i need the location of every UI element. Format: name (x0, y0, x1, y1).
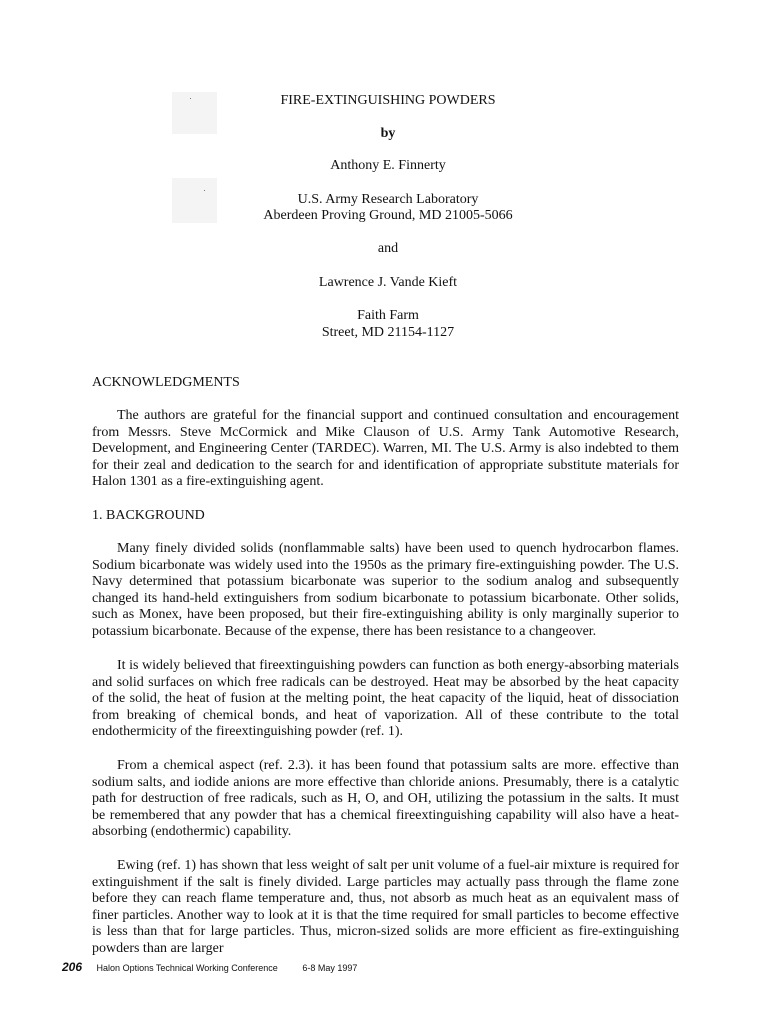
affiliation-1-line-2: Aberdeen Proving Ground, MD 21005-5066 (263, 208, 513, 223)
affiliation-2-line-1: Faith Farm (357, 308, 419, 323)
and-separator: and (377, 241, 399, 256)
acknowledgments-heading: ACKNOWLEDGMENTS (92, 375, 240, 390)
background-paragraph-2: It is widely believed that fireextinguishing powders can function as both energy-absorbing materials and solid surfaces on which free radicals can be destroyed. Heat may be absorbed by the heat capacity of the solid, the heat of fusion at the melting point, the heat capacity of the liquid, heat of dissociation from breaking of chemical bonds, and heat of vaporization. All of these contribute to the total endothermicity of the fireextinguishing powder (ref. 1). (92, 658, 679, 739)
background-paragraph-3: From a chemical aspect (ref. 2.3). it has been found that potassium salts are more. effective than sodium salts, and iodide anions are more effective than chloride anions. Presumably, there is a catalytic path for destruction of free radicals, such as H, O, and OH, utilizing the potassium in the salts. It must be remembered that any powder that has a chemical fireextinguishing capability will also have a heat-absorbing (endothermic) capability. (92, 758, 679, 839)
affiliation-2-line-2: Street, MD 21154-1127 (321, 325, 455, 340)
paper-title: FIRE-EXTINGUISHING POWDERS (280, 93, 496, 108)
background-paragraph-1: Many finely divided solids (nonflammable salts) have been used to quench hydrocarbon flames. Sodium bicarbonate was widely used into the 1950s as the primary fire-extinguishing powder. The U.S. Navy determined that potassium bicarbonate was superior to the sodium analog and subsequently changed its hand-held extinguishers from sodium bicarbonate to potassium bicarbonate. Other solids, such as Monex, have been proposed, but their fire-extinguishing ability is only marginally superior to potassium bicarbonate. Because of the expense, there has been resistance to a changeover. (92, 541, 679, 639)
scan-speck (204, 190, 205, 191)
background-paragraph-4: Ewing (ref. 1) has shown that less weight of salt per unit volume of a fuel-air mixture is required for extinguishment if the salt is finely divided. Large particles may actually pass through the flame zone before they can reach flame temperature and, thus, not absorb as much heat as an equivalent mass of finer particles. Another way to look at it is that the time required for small particles to become effective is less than that for large particles. Thus, micron-sized solids are more efficient as fire-extinguishing powders than are larger (92, 858, 679, 956)
author-1: Anthony E. Finnerty (330, 158, 446, 173)
author-2: Lawrence J. Vande Kieft (318, 275, 458, 290)
page-footer (62, 961, 357, 974)
acknowledgments-paragraph: The authors are grateful for the financial support and continued consultation and encouragement from Messrs. Steve McCormick and Mike Clauson of U.S. Army Tank Automotive Research, Development, and Engineering Center (TARDEC). Warren, MI. The U.S. Army is also indebted to them for their zeal and dedication to the search for and identification of appropriate substitute materials for Halon 1301 as a fire-extinguishing agent. (92, 408, 679, 489)
affiliation-1-line-1: U.S. Army Research Laboratory (297, 192, 479, 207)
page-number: 206 (62, 960, 83, 974)
by-line: by (380, 126, 396, 141)
conference-name: Halon Options Technical Working Conference (96, 963, 278, 973)
conference-dates: 6-8 May 1997 (302, 963, 358, 973)
background-heading: 1. BACKGROUND (92, 508, 205, 523)
